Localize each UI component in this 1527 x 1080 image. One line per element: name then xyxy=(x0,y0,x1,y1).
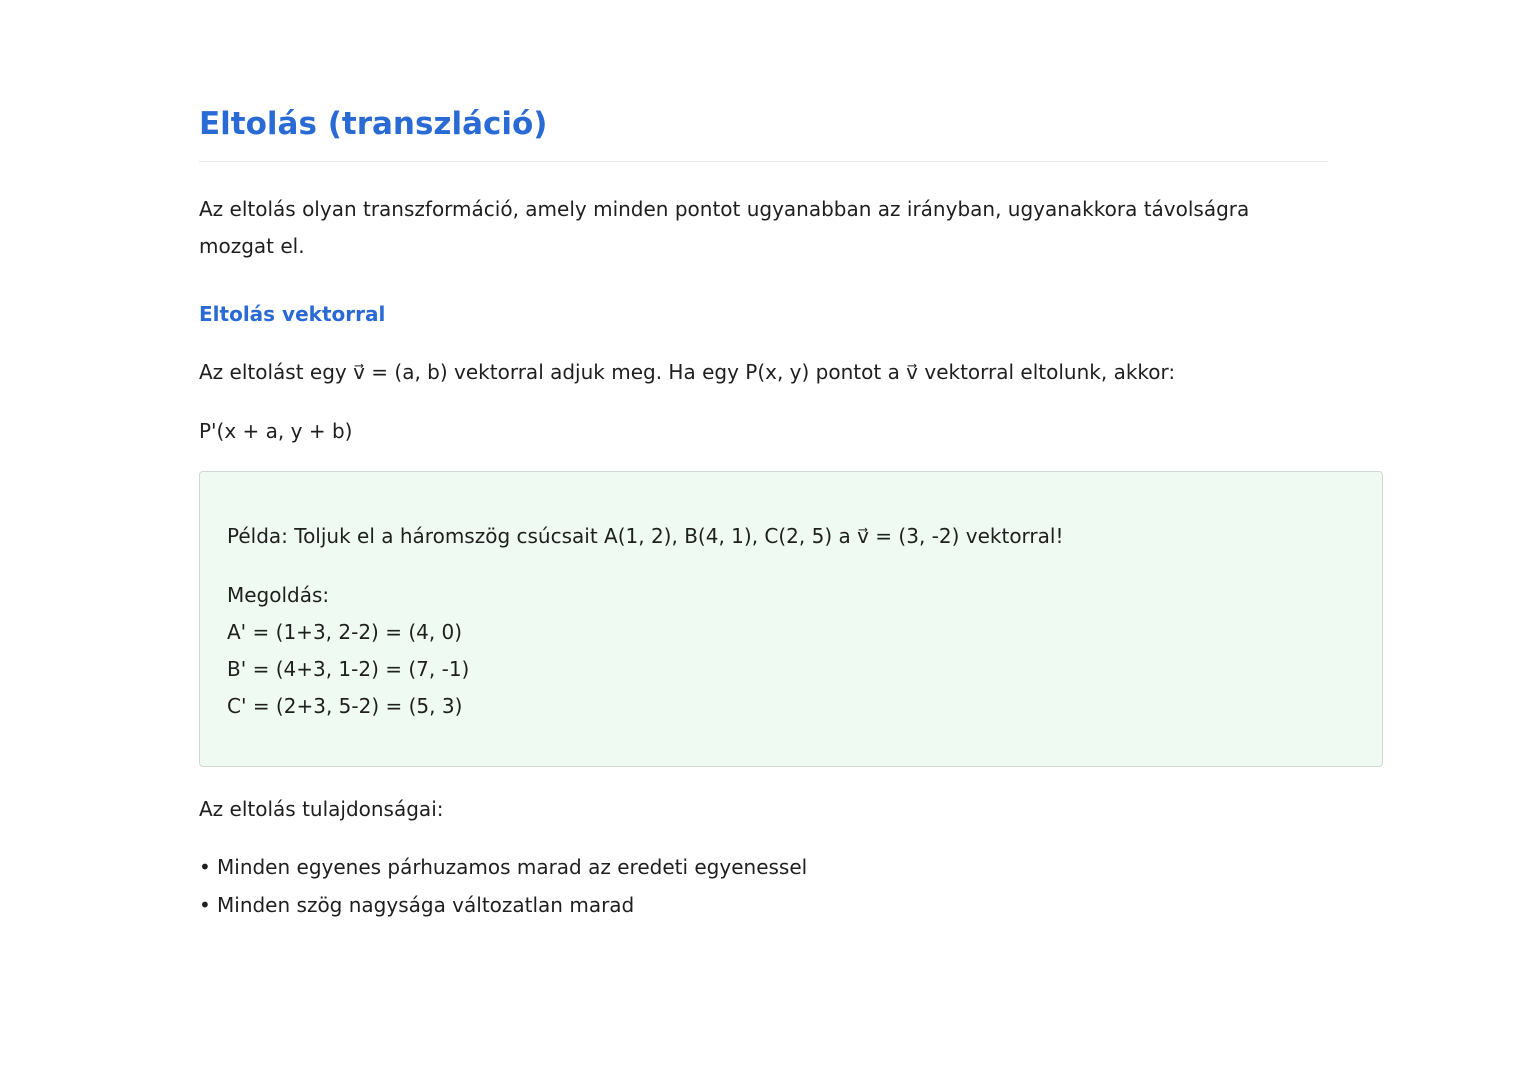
section-subtitle: Eltolás vektorral xyxy=(199,302,386,326)
bullet-icon: • xyxy=(199,855,211,879)
example-problem: Példa: Toljuk el a háromszög csúcsait A(1, 2), B(4, 1), C(2, 5) a v⃗ = (3, -2) vektorral! xyxy=(227,524,1064,548)
properties-heading: Az eltolás tulajdonságai: xyxy=(199,797,444,821)
property-text: Minden egyenes párhuzamos marad az eredeti egyenessel xyxy=(217,855,808,879)
properties-list xyxy=(199,853,807,929)
page-title: Eltolás (transzláció) xyxy=(199,106,548,142)
title-divider xyxy=(199,161,1328,162)
list-item xyxy=(199,891,807,929)
intro-paragraph: Az eltolás olyan transzformáció, amely minden pontot ugyanabban az irányban, ugyanakkora távolságra mozgat el. xyxy=(199,197,1250,258)
solution-line-a: A' = (1+3, 2-2) = (4, 0) xyxy=(227,620,463,644)
solution-line-b: B' = (4+3, 1-2) = (7, -1) xyxy=(227,657,470,681)
solution-line-c: C' = (2+3, 5-2) = (5, 3) xyxy=(227,694,463,718)
formula-line: P'(x + a, y + b) xyxy=(199,419,353,443)
example-box xyxy=(199,471,1383,767)
list-item xyxy=(199,853,807,891)
solution-heading: Megoldás: xyxy=(227,583,330,607)
bullet-icon: • xyxy=(199,893,211,917)
property-text: Minden szög nagysága változatlan marad xyxy=(217,893,635,917)
definition-paragraph: Az eltolást egy v⃗ = (a, b) vektorral adjuk meg. Ha egy P(x, y) pontot a v⃗ vektorral eltolunk, akkor: xyxy=(199,360,1176,384)
